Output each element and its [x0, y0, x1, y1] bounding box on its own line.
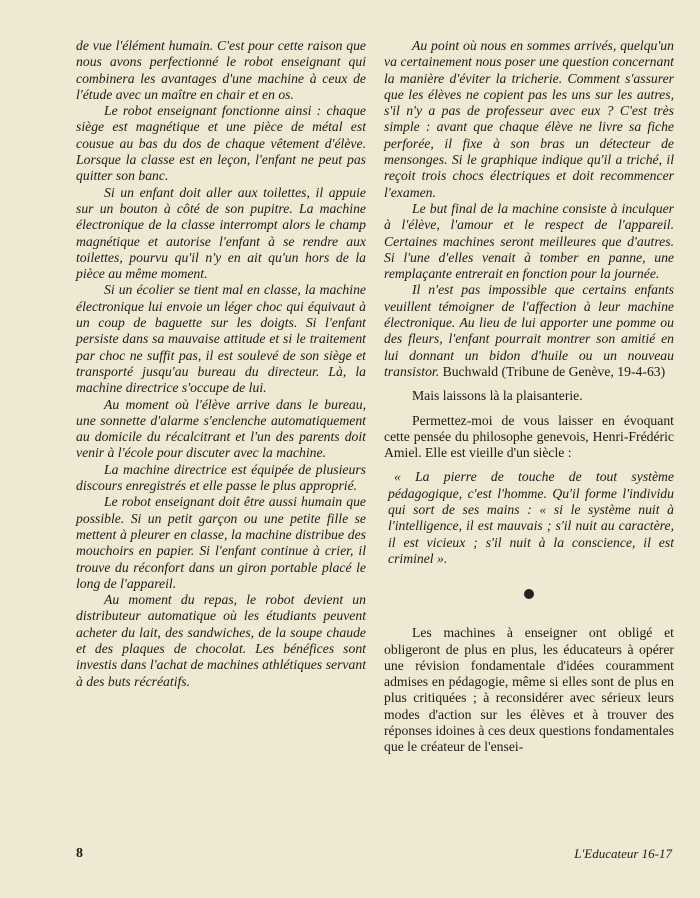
paragraph: Au moment du repas, le robot devient un distributeur automatique où les étudiants peuvent acheter du lait, des sandwiches, de la soupe chaude et des plaques de chocolat. Les bénéfices sont investis dans l'achat de machines athlétiques servant à des buts récréatifs. — [76, 592, 366, 689]
right-column — [384, 38, 674, 756]
paragraph: Le robot enseignant doit être aussi humain que possible. Si un petit garçon ou une petite fille se mettent à pleurer en classe, la machine distribue des mouchoirs en papier. Si l'enfant continue à crier, il trouve du réconfort dans un giron portable placé le long de l'appareil. — [76, 494, 366, 591]
paragraph: Mais laissons là la plaisanterie. — [412, 388, 583, 404]
left-column — [76, 38, 366, 690]
paragraph-text: Il n'est pas impossible que certains enfants veuillent témoigner de l'affection à leur machine électronique. Au lieu de lui apporter une pomme ou des fleurs, l'enfant pourrait montrer son amitié en lui donnant un bidon d'huile ou un nouveau transistor. — [384, 282, 674, 379]
paragraph: de vue l'élément humain. C'est pour cette raison que nous avons perfectionné le robot enseignant qui combinera les avantages d'une machine à ceux de l'étude avec un maître en chair et en os. — [76, 38, 366, 102]
paragraph: Les machines à enseigner ont obligé et obligeront de plus en plus, les éducateurs à opérer une révision fondamentale d'idées couramment admises en pédagogie, même si elles sont de plus en plus critiquées ; à reconsidérer avec sérieux leurs modes d'action sur les élèves et à trouver des réponses idoines à ces deux questions fondamentales que le créateur de l'ensei- — [384, 625, 674, 755]
journal-name: L'Educateur 16-17 — [574, 846, 672, 861]
quoted-article-end — [384, 282, 674, 380]
paragraph: Si un enfant doit aller aux toilettes, il appuie sur un bouton à côté de son pupitre. La machine électronique de la classe interrompt alors le champ magnétique et autorise l'enfant à se rendre aux toilettes, pourvu qu'il n'y en ait qu'un hors de la pièce au même moment. — [76, 184, 366, 282]
paragraph: Si un écolier se tient mal en classe, la machine électronique lui envoie un léger choc qui équivaut à un coup de baguette sur les doigts. Si l'enfant persiste dans sa mauvaise attitude et si le traitement par choc ne suffit pas, il est soulevé de son siège et transporté jusqu'au bureau du directeur. Là, la machine directrice s'occupe de lui. — [76, 282, 366, 396]
paragraph: Permettez-moi de vous laisser en évoquant cette pensée du philosophe genevois, Henri-Frédéric Amiel. Elle est vieille d'un siècle : — [384, 412, 674, 461]
paragraph: Au point où nous en sommes arrivés, quelqu'un va certainement nous poser une question concernant la manière d'éviter la tricherie. Comment s'assurer que les élèves ne copient pas les uns sur les autres, s'il n'y a pas de professeur avec eux ? C'est très simple : avant que chaque élève ne livre sa fiche perforée, il fixe à son bras un détecteur de mensonges. Si le graphique indique qu'il a triché, il reçoit trois chocs électriques et doit recommencer l'examen. — [384, 38, 674, 200]
article-byline: Buchwald (Tribune de Genève, 19-4-63) — [442, 363, 666, 379]
section-separator-dot — [524, 589, 534, 599]
paragraph: La machine directrice est équipée de plusieurs discours enregistrés et elle passe le plus approprié. — [76, 461, 366, 494]
paragraph: Le robot enseignant fonctionne ainsi : chaque siège est magnétique et une pièce de métal est cousue au bas du dos de chaque vêtement d'élève. Lorsque la classe est en leçon, l'enfant ne peut pas quitter son banc. — [76, 103, 366, 184]
amiel-quote: « La pierre de touche de tout système pédagogique, c'est l'homme. Qu'il forme l'individu qui sort de ses mains : « si le système nuit à l'intelligence, il est mauvais ; s'il nuit au caractère, il est vicieux ; s'il nuit à la conscience, il est criminel ». — [388, 469, 674, 566]
paragraph: Au moment où l'élève arrive dans le bureau, une sonnette d'alarme s'enclenche automatiquement au domicile du récalcitrant et l'un des parents doit venir à l'école pour discuter avec la machine. — [76, 396, 366, 461]
page-number: 8 — [76, 846, 83, 861]
paragraph: Le but final de la machine consiste à inculquer à l'élève, l'amour et le respect de l'appareil. Certaines machines seront meilleures que d'autres. Si l'une d'elles venait à tomber en panne, une remplaçante entrerait en fonction pour la journée. — [384, 200, 674, 282]
